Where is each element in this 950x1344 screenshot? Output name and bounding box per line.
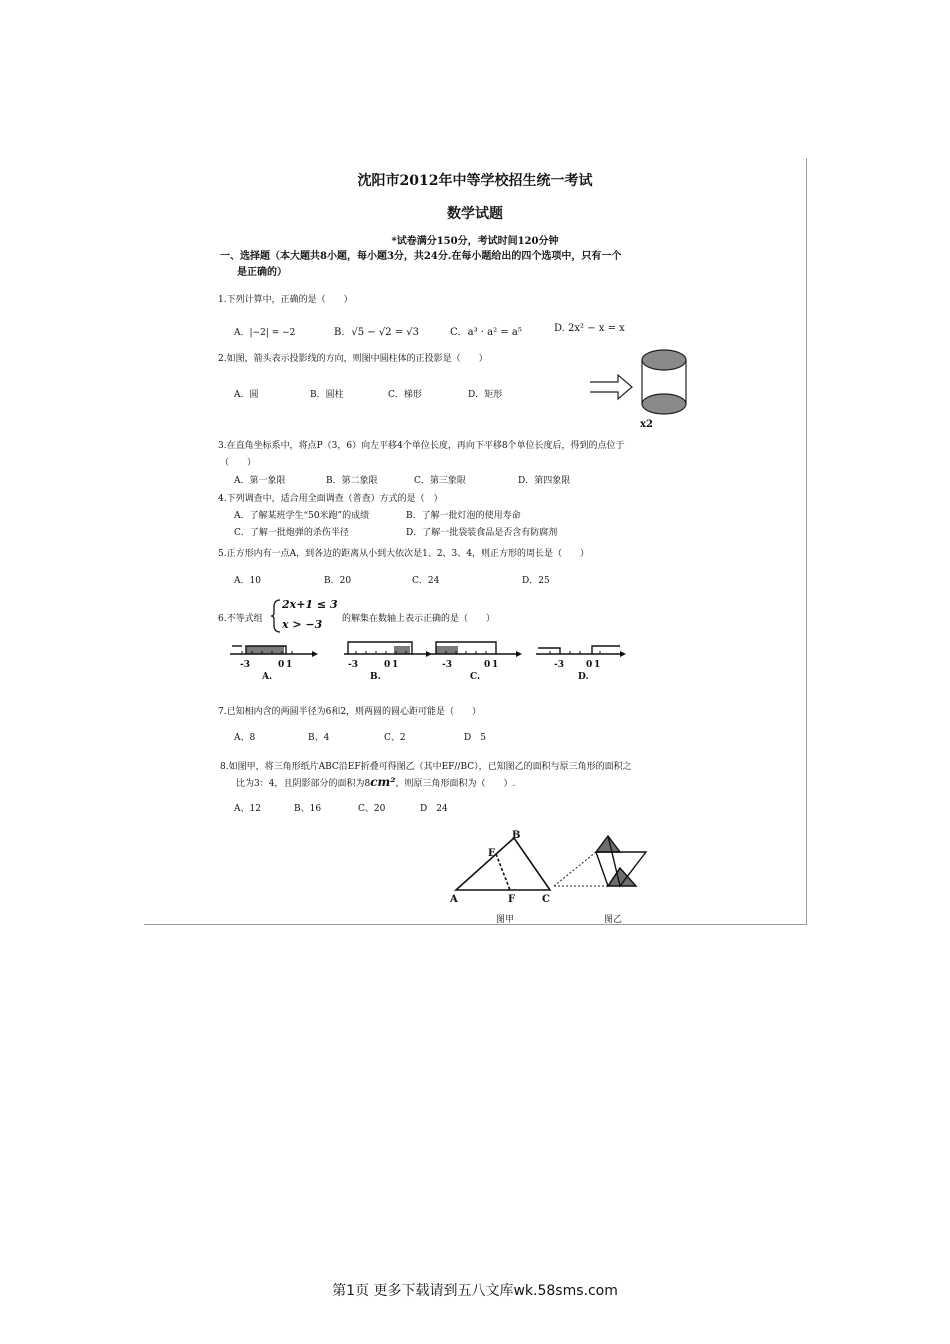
q6-option-a: A.	[262, 672, 273, 682]
q4-option-c: C．了解一批炮弹的杀伤半径	[234, 528, 349, 538]
q6-c-label-zero: 0	[484, 660, 491, 670]
q3-option-a: A．第一象限	[234, 476, 286, 486]
q8-point-b: B	[512, 830, 521, 841]
q6-number-line-d	[534, 640, 630, 672]
section-heading: 一、选择题（本大题共8小题，每小题3分，共24分.在每小题给出的四个选项中，只有一个	[220, 251, 622, 262]
q6-stem-prefix: 6.不等式组	[218, 614, 263, 624]
q6-d-label-one: 1	[594, 660, 601, 670]
q2-option-c: C．梯形	[388, 390, 422, 400]
q5-option-d: D．25	[522, 576, 550, 586]
q8-caption-yi: 图乙	[604, 915, 623, 925]
q6-b-label-zero: 0	[384, 660, 391, 670]
q7-option-d: D 5	[464, 733, 486, 743]
q6-d-label-neg3: -3	[554, 660, 564, 670]
q7-stem: 7.已知相内含的两圆半径为6和2，则两圆的圆心距可能是（ ）	[218, 707, 482, 717]
q6-c-label-neg3: -3	[442, 660, 452, 670]
q8-option-d: D 24	[420, 804, 448, 814]
q8-area-unit: cm²	[370, 775, 396, 789]
q2-option-b: B．圆柱	[310, 390, 344, 400]
q4-option-a: A．了解某班学生“50米跑”的成绩	[234, 511, 370, 521]
q6-option-d: D.	[578, 672, 589, 682]
q8-point-f: F	[508, 894, 516, 905]
q3-stem-cont: （ ）	[220, 458, 257, 468]
q5-stem: 5.正方形内有一点A，到各边的距离从小到大依次是1、2、3、4，则正方形的周长是（ ）	[218, 549, 589, 559]
q1-option-a: A．|−2| = −2	[234, 328, 296, 338]
q5-option-c: C．24	[412, 576, 440, 586]
q8-stem: 8.如图甲，将三角形纸片ABC沿EF折叠可得图乙（其中EF//BC），已知图乙的面积与原三角形的面积之	[220, 762, 632, 772]
q2-option-a: A．圆	[234, 390, 259, 400]
q6-number-line-c	[426, 640, 526, 672]
q3-option-b: B．第二象限	[326, 476, 378, 486]
q8-point-e: E	[488, 848, 496, 859]
q6-system-brace	[270, 598, 282, 634]
q6-b-label-one: 1	[392, 660, 399, 670]
q6-system-bottom: x > −3	[282, 618, 323, 631]
q8-folded-figure	[550, 832, 650, 894]
q8-option-b: B、16	[294, 804, 322, 814]
q7-option-b: B、4	[308, 733, 330, 743]
q6-stem-suffix: 的解集在数轴上表示正确的是（ ）	[342, 614, 496, 624]
q5-option-b: B．20	[324, 576, 352, 586]
q6-a-label-neg3: -3	[240, 660, 250, 670]
q4-option-d: D．了解一批袋装食品是否含有防腐剂	[406, 528, 558, 538]
exam-scan	[144, 158, 807, 925]
q8-option-c: C、20	[358, 804, 386, 814]
q6-option-c: C.	[470, 672, 481, 682]
q8-point-c: C	[542, 894, 550, 905]
q6-d-label-zero: 0	[586, 660, 593, 670]
q7-option-a: A、8	[234, 733, 256, 743]
q3-option-c: C．第三象限	[414, 476, 466, 486]
q6-a-label-zero: 0	[278, 660, 285, 670]
exam-subtitle: 数学试题	[447, 206, 503, 222]
q8-stem-cont-prefix: 比为3：4，且阴影部分的面积为8	[236, 779, 371, 789]
q7-option-c: C、2	[384, 733, 406, 743]
q2-stem: 2.如图，箭头表示投影线的方向，则图中圆柱体的正投影是（ ）	[218, 354, 488, 364]
q6-a-label-one: 1	[286, 660, 293, 670]
section-heading-cont: 是正确的）	[237, 267, 287, 278]
q1-stem: 1.下列计算中，正确的是（ ）	[218, 295, 353, 305]
exam-title: 沈阳市2012年中等学校招生统一考试	[357, 173, 593, 189]
q6-system-top: 2x+1 ≤ 3	[282, 598, 338, 611]
q5-option-a: A．10	[234, 576, 261, 586]
q1-option-d: D. 2x² − x = x	[554, 323, 625, 334]
q3-stem: 3.在直角坐标系中，将点P（3，6）向左平移4个单位长度，再向下平移8个单位长度后，得到的点位于	[218, 441, 625, 451]
q6-option-b: B.	[370, 672, 381, 682]
q8-caption-jia: 图甲	[496, 915, 515, 925]
q8-point-a: A	[450, 894, 458, 905]
q8-stem-cont-suffix: ，则原三角形面积为（ ）.	[395, 779, 516, 789]
q2-figure-label: x2	[640, 419, 653, 430]
q2-option-d: D．矩形	[468, 390, 503, 400]
q1-option-c: C．a³ · a² = a⁵	[450, 327, 522, 338]
q4-stem: 4.下列调查中，适合用全面调查（普查）方式的是（ ）	[218, 494, 443, 504]
q6-b-label-neg3: -3	[348, 660, 358, 670]
q6-c-label-one: 1	[492, 660, 499, 670]
q8-option-a: A、12	[234, 804, 261, 814]
exam-note: *试卷满分150分，考试时间120分钟	[391, 236, 559, 247]
q8-stem-cont	[236, 775, 515, 789]
q4-option-b: B．了解一批灯泡的使用寿命	[406, 511, 521, 521]
q3-option-d: D．第四象限	[518, 476, 571, 486]
q1-option-b: B．√5 − √2 = √3	[334, 327, 420, 338]
page-footer: 第1页 更多下载请到五八文库wk.58sms.com	[332, 1283, 618, 1299]
